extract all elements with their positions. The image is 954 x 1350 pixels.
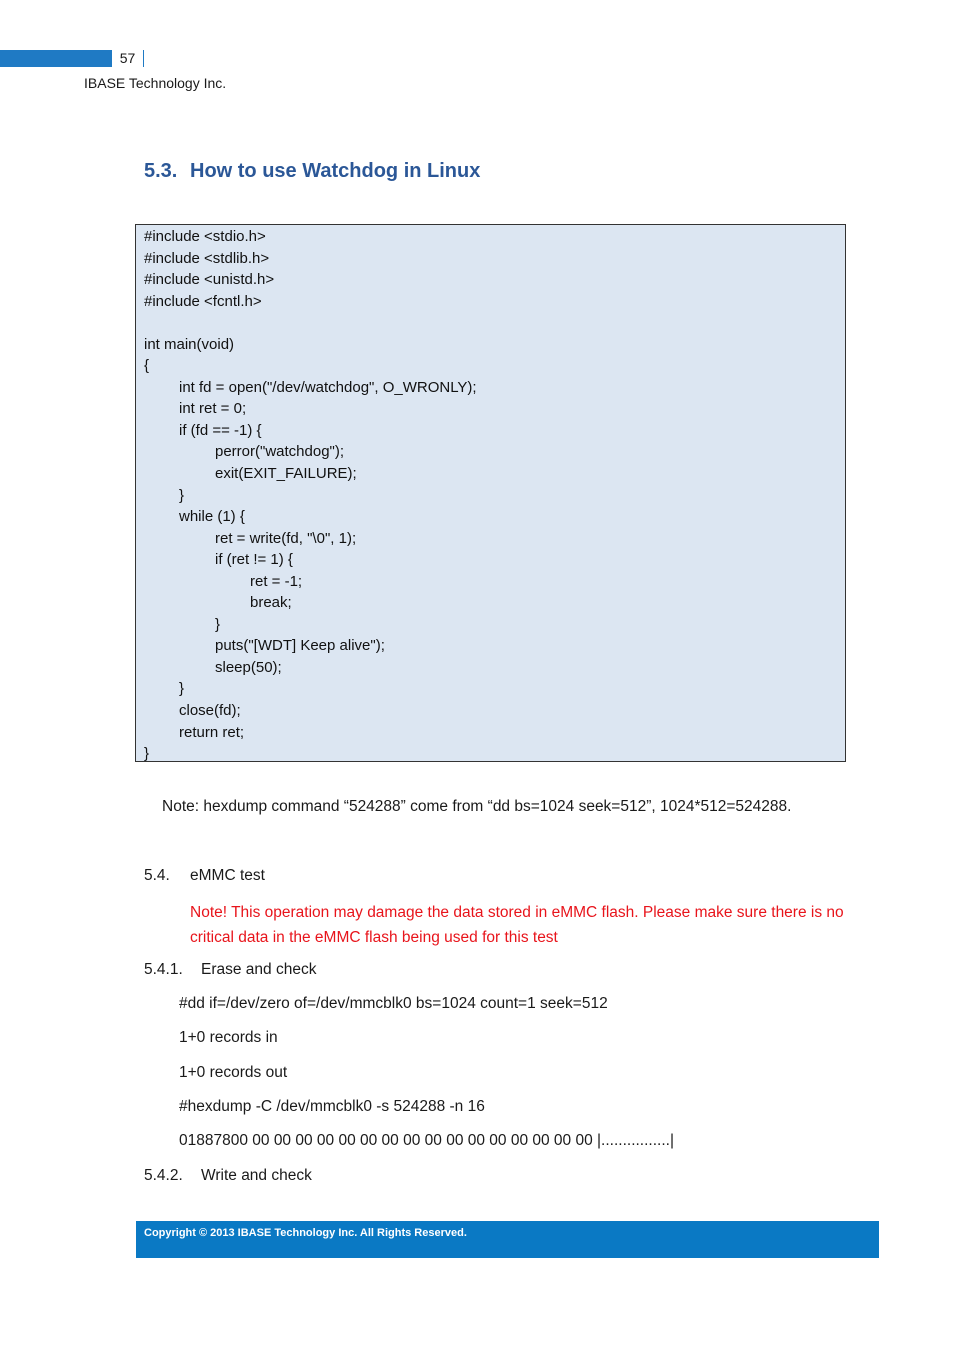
code-line: if (fd == -1) { xyxy=(179,421,262,439)
write-title: Write and check xyxy=(201,1167,312,1184)
code-line: } xyxy=(179,680,185,698)
section-title: How to use Watchdog in Linux xyxy=(190,160,481,182)
code-line: #include <stdio.h> xyxy=(144,228,266,245)
write-number: 5.4.2. xyxy=(144,1167,183,1184)
code-line: int main(void) xyxy=(144,335,235,353)
code-line: } xyxy=(179,486,185,504)
copyright-text: Copyright © 2013 IBASE Technology Inc. All Rights Reserved. xyxy=(144,1227,467,1239)
erase-heading xyxy=(144,961,316,979)
code-line: while (1) { xyxy=(179,508,245,526)
erase-title: Erase and check xyxy=(201,961,317,978)
code-line: if (ret != 1) { xyxy=(215,551,293,569)
code-line: puts("[WDT] Keep alive"); xyxy=(215,637,385,655)
emmc-title: eMMC test xyxy=(190,867,265,884)
code-line: } xyxy=(144,745,150,763)
code-listing xyxy=(136,225,845,765)
code-line: perror("watchdog"); xyxy=(215,443,345,461)
code-line: return ret; xyxy=(179,723,245,741)
code-line: close(fd); xyxy=(179,702,241,720)
write-heading xyxy=(144,1167,312,1185)
code-line: int fd = open("/dev/watchdog", O_WRONLY); xyxy=(179,378,477,396)
code-line: int ret = 0; xyxy=(179,400,247,418)
code-block xyxy=(135,224,846,762)
command-line: #dd if=/dev/zero of=/dev/mmcblk0 bs=1024 count=1 seek=512 xyxy=(179,995,608,1012)
command-line: 01887800 00 00 00 00 00 00 00 00 00 00 00 00 00 00 00 00 |................| xyxy=(179,1132,674,1149)
page-number: 57 xyxy=(112,50,143,67)
command-line: #hexdump -C /dev/mmcblk0 -s 524288 -n 16 xyxy=(179,1098,485,1115)
section-number: 5.3. xyxy=(144,160,178,182)
hexdump-note: Note: hexdump command “524288” come from “dd bs=1024 seek=512”, 1024*512=524288. xyxy=(162,798,792,815)
code-line: sleep(50); xyxy=(215,658,282,676)
command-line: 1+0 records in xyxy=(179,1029,278,1046)
emmc-warning: Note! This operation may damage the data stored in eMMC flash. Please make sure there is no critical data in the eMMC flash being used for this test xyxy=(190,904,844,946)
section-heading xyxy=(144,160,480,183)
code-line: #include <fcntl.h> xyxy=(144,292,262,310)
company-name: IBASE Technology Inc. xyxy=(84,75,227,91)
code-line: { xyxy=(144,357,150,375)
code-line: #include <stdlib.h> xyxy=(144,249,270,267)
code-line: ret = write(fd, "\0", 1); xyxy=(215,529,357,547)
erase-number: 5.4.1. xyxy=(144,961,183,978)
code-line: break; xyxy=(250,594,292,612)
code-line: #include <unistd.h> xyxy=(144,271,275,289)
code-line: ret = -1; xyxy=(250,572,303,590)
emmc-heading xyxy=(144,867,265,885)
code-line xyxy=(144,312,845,334)
code-line: } xyxy=(215,615,221,633)
code-line: exit(EXIT_FAILURE); xyxy=(215,465,357,483)
emmc-number: 5.4. xyxy=(144,867,170,884)
command-line: 1+0 records out xyxy=(179,1064,288,1081)
